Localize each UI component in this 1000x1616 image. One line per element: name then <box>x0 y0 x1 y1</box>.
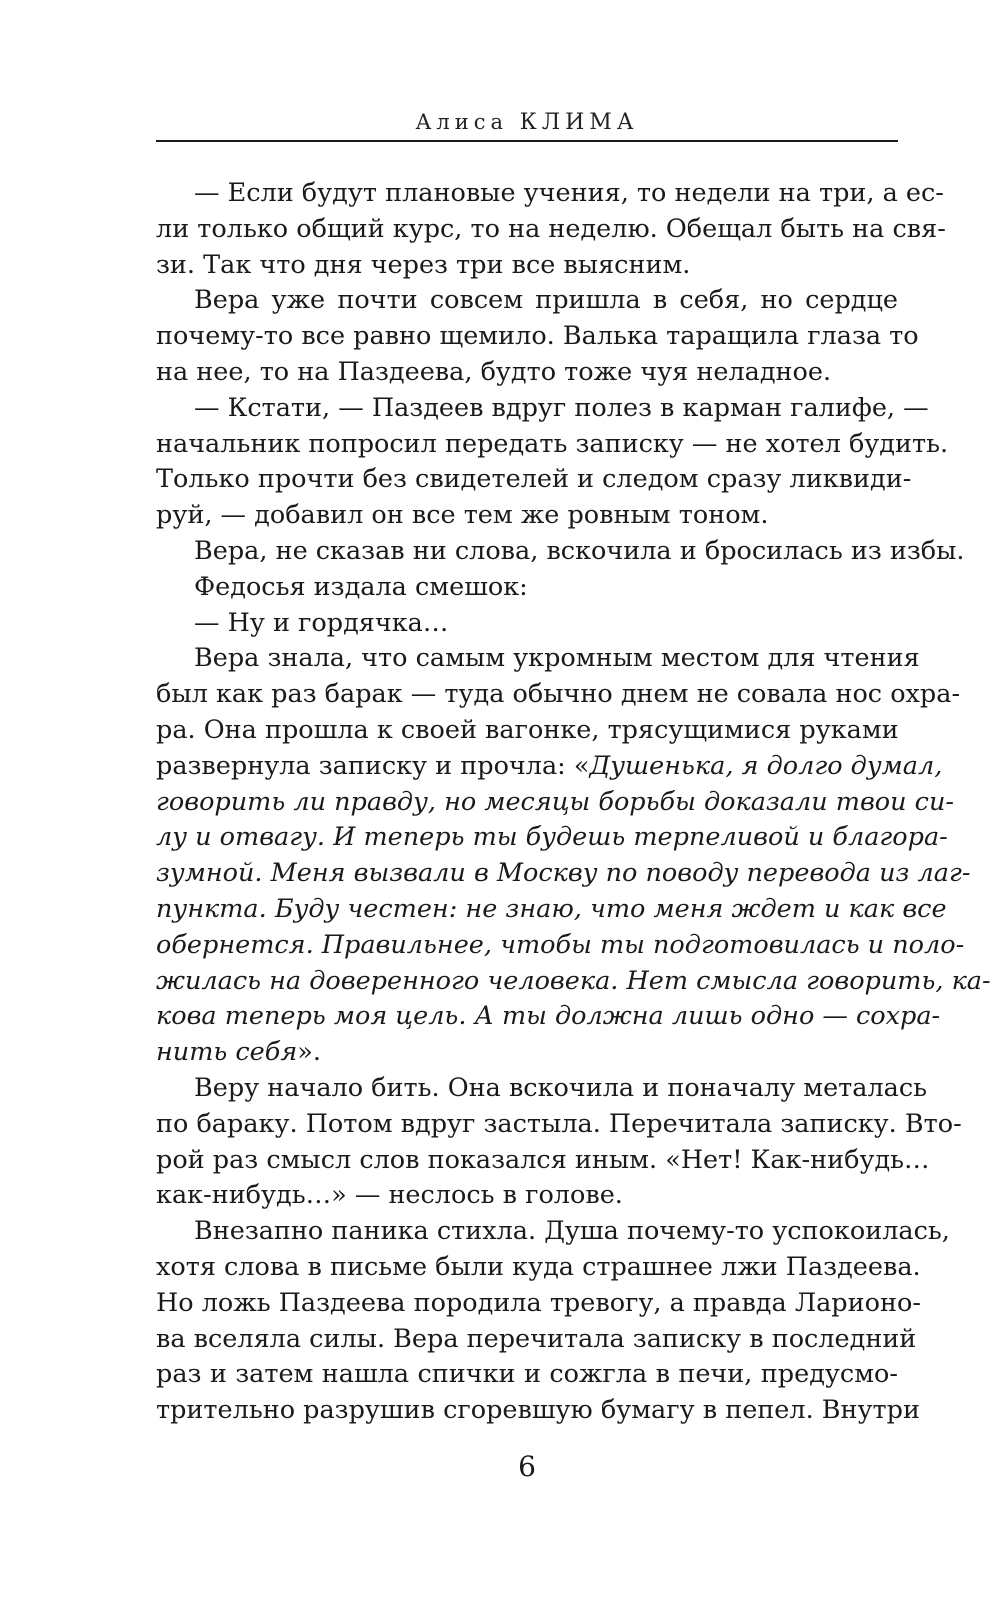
text-line <box>156 1035 898 1071</box>
text-line: на нее, то на Паздеева, будто тоже чуя неладное. <box>156 356 832 387</box>
letter-quote-fragment: Душенька, я долго думал, <box>589 750 943 781</box>
letter-quote-line: жилась на доверенного человека. Нет смысла говорить, ка- <box>156 965 991 996</box>
text-line: трительно разрушив сгоревшую бумагу в пепел. Внутри <box>156 1395 920 1426</box>
author-last-name: КЛИМА <box>519 110 639 135</box>
page-number: 6 <box>518 1450 536 1483</box>
text-line <box>156 749 943 785</box>
text-line: Но ложь Паздеева породила тревогу, а правда Ларионо- <box>156 1287 921 1318</box>
text-fragment: развернула записку и прочла: « <box>156 750 590 781</box>
text-line: руй, — добавил он все тем же ровным тоном. <box>156 500 769 531</box>
letter-quote-line: говорить ли правду, но месяцы борьбы доказали твои си- <box>156 786 954 817</box>
text-line: начальник попросил передать записку — не хотел будить. <box>156 428 949 459</box>
text-line: зи. Так что дня через три все выясним. <box>156 249 691 280</box>
text-line: по бараку. Потом вдруг застыла. Перечитала записку. Вто- <box>156 1108 962 1139</box>
text-line: ли только общий курс, то на неделю. Обещал быть на свя- <box>156 213 946 244</box>
letter-quote-line: обернется. Правильнее, чтобы ты подготовилась и поло- <box>156 929 965 960</box>
text-line: как-нибудь…» — неслось в голове. <box>156 1180 623 1211</box>
letter-quote-line: лу и отвагу. И теперь ты будешь терпеливой и благора- <box>156 822 948 853</box>
text-line: Вера знала, что самым укромным местом для чтения <box>194 643 920 674</box>
text-line: хотя слова в письме были куда страшнее лжи Паздеева. <box>156 1251 921 1282</box>
letter-quote-line: кова теперь моя цель. А ты должна лишь одно — сохра- <box>156 1001 941 1032</box>
text-line: Только прочти без свидетелей и следом сразу ликвиди- <box>156 464 912 495</box>
author-first-name: Алиса <box>415 110 509 134</box>
text-line: раз и затем нашла спички и сожгла в печи, предусмо- <box>156 1359 898 1390</box>
text-line: был как раз барак — туда обычно днем не совала нос охра- <box>156 679 961 710</box>
letter-quote-fragment: нить себя <box>156 1037 298 1068</box>
text-line: ва вселяла силы. Вера перечитала записку в последний <box>156 1323 917 1354</box>
running-head <box>156 110 898 135</box>
text-line: Внезапно паника стихла. Душа почему-то успокоилась, <box>194 1216 950 1247</box>
letter-quote-line: зумной. Меня вызвали в Москву по поводу перевода из лаг- <box>156 858 971 889</box>
header-rule <box>156 140 898 142</box>
text-line: почему-то все равно щемило. Валька таращила глаза то <box>156 321 919 352</box>
text-line: ра. Она прошла к своей вагонке, трясущимися руками <box>156 714 899 745</box>
text-line: Веру начало бить. Она вскочила и поначалу металась <box>194 1072 928 1103</box>
text-line: — Кстати, — Паздеев вдруг полез в карман галифе, — <box>194 392 929 423</box>
text-line: — Ну и гордячка… <box>194 607 449 638</box>
text-line: — Если будут плановые учения, то недели на три, а ес- <box>194 178 944 208</box>
text-line: Вера уже почти совсем пришла в себя, но сердце <box>194 285 898 316</box>
body-text <box>156 176 991 1429</box>
text-fragment: ». <box>297 1037 321 1068</box>
text-line: рой раз смысл слов показался иным. «Нет! Как-нибудь… <box>156 1144 930 1175</box>
text-line: Вера, не сказав ни слова, вскочила и бросилась из избы. <box>194 535 965 566</box>
letter-quote-line: пункта. Буду честен: не знаю, что меня ждет и как все <box>156 893 947 924</box>
text-line: Федосья издала смешок: <box>194 571 528 602</box>
